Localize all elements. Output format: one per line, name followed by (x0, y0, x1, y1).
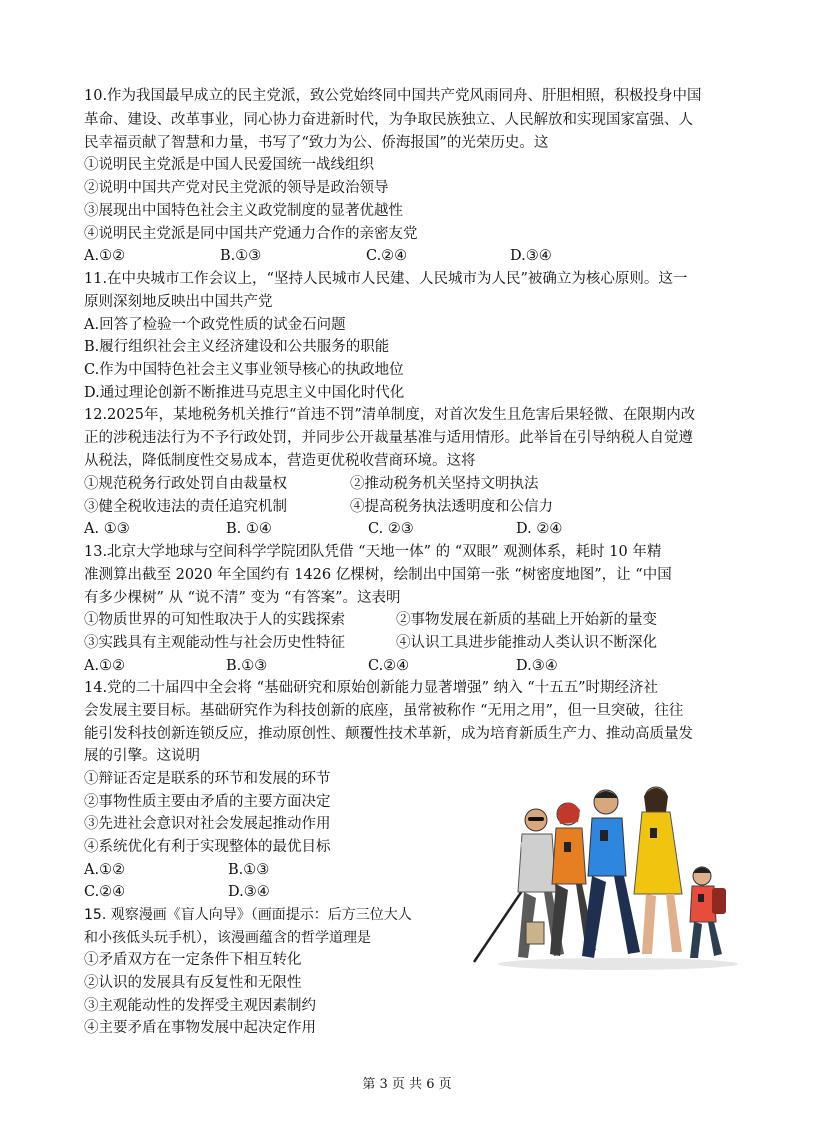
q15-item-3: ③主观能动性的发挥受主观因素制约 (84, 998, 316, 1014)
q15-item-2: ②认识的发展具有反复性和无限性 (84, 975, 302, 991)
q14-stem-line-4: 展的引擎。这说明 (84, 748, 200, 764)
man-blue-shirt-figure (582, 790, 640, 958)
q12-item-4: ④提高税务执法透明度和公信力 (350, 499, 553, 515)
q11-stem-line-1: 11.在中央城市工作会议上，“坚持人民城市人民建、人民城市为人民”被确立为核心原则。这一 (84, 271, 688, 287)
q12-item-1: ①规范税务行政处罚自由裁量权 (84, 476, 287, 492)
q12-stem-line-2: 正的涉税违法行为不予行政处罚，并同步公开裁量基准与适用情形。此举旨在引导纳税人自觉遵 (84, 430, 693, 446)
q13-stem-line-1: 13.北京大学地球与空间科学学院团队凭借 “天地一体” 的 “双眼” 观测体系，耗时 10 年精 (84, 544, 662, 560)
q12-option-b[interactable]: B. ①④ (226, 521, 272, 537)
q11-stem-line-2: 原则深刻地反映出中国共产党 (84, 294, 273, 310)
q10-stem-line-2: 革命、建设、改革事业，同心协力奋进新时代，为争取民族独立、人民解放和实现国家富强、人 (84, 112, 693, 128)
q15-item-4: ④主要矛盾在事物发展中起决定作用 (84, 1020, 316, 1036)
q14-item-4: ④系统优化有利于实现整体的最优目标 (84, 839, 331, 855)
q14-option-d[interactable]: D.③④ (228, 884, 270, 900)
q13-stem-line-2: 准测算出截至 2020 年全国约有 1426 亿棵树，绘制出中国第一张 “树密度地图”，让 “中国 (84, 567, 672, 583)
q14-item-2: ②事物性质主要由矛盾的主要方面决定 (84, 794, 331, 810)
q14-option-c[interactable]: C.②④ (84, 884, 126, 900)
q13-item-3: ③实践具有主观能动性与社会历史性特征 (84, 635, 345, 651)
q10-item-2: ②说明中国共产党对民主党派的领导是政治领导 (84, 180, 389, 196)
q10-stem-line-1: 10.作为我国最早成立的民主党派，致公党始终同中国共产党风雨同舟、肝胆相照，积极投身中国 (84, 88, 702, 104)
q13-option-d[interactable]: D.③④ (516, 658, 558, 674)
q10-option-c[interactable]: C.②④ (366, 248, 408, 264)
q11-option-d[interactable]: D.通过理论创新不断推进马克思主义中国化时代化 (84, 385, 405, 401)
q11-option-a[interactable]: A.回答了检验一个政党性质的试金石问题 (84, 317, 346, 333)
q10-item-3: ③展现出中国特色社会主义政党制度的显著优越性 (84, 203, 403, 219)
q13-item-1: ①物质世界的可知性取决于人的实践探索 (84, 612, 345, 628)
q12-option-c[interactable]: C. ②③ (368, 521, 414, 537)
q12-item-2: ②推动税务机关坚持文明执法 (350, 476, 539, 492)
q11-option-b[interactable]: B.履行组织社会主义经济建设和公共服务的职能 (84, 339, 390, 355)
q13-option-a[interactable]: A.①② (84, 658, 126, 674)
blind-guide-cartoon (468, 772, 740, 972)
woman-yellow-dress-figure (634, 787, 682, 954)
q12-stem-line-1: 12.2025年，某地税务机关推行“首违不罚”清单制度，对首次发生且危害后果轻微、在限期内改 (84, 407, 696, 423)
q14-stem-line-2: 会发展主要目标。基础研究作为科技创新的底座，虽常被称作 “无用之用”，但一旦突破，往往 (84, 703, 684, 719)
q10-option-a[interactable]: A.①② (84, 248, 126, 264)
q14-option-a[interactable]: A.①② (84, 862, 126, 878)
ground-shadow (498, 958, 738, 970)
q14-item-3: ③先进社会意识对社会发展起推动作用 (84, 816, 331, 832)
q11-option-c[interactable]: C.作为中国特色社会主义事业领导核心的执政地位 (84, 362, 404, 378)
q12-item-3: ③健全税收违法的责任追究机制 (84, 499, 287, 515)
q14-stem-line-3: 能引发科技创新连锁反应，推动原创性、颠覆性技术革新，成为培育新质生产力、推动高质量发 (84, 726, 693, 742)
q12-option-a[interactable]: A. ①③ (84, 521, 130, 537)
q10-option-b[interactable]: B.①③ (220, 248, 262, 264)
q13-stem-line-3: 有多少棵树” 从 “说不清” 变为 “有答案”。这表明 (84, 590, 401, 606)
q14-item-1: ①辩证否定是联系的环节和发展的环节 (84, 771, 331, 787)
child-figure (690, 867, 726, 958)
page-footer: 第 3 页 共 6 页 (362, 1077, 452, 1092)
q13-option-c[interactable]: C.②④ (368, 658, 410, 674)
q13-item-4: ④认识工具进步能推动人类认识不断深化 (396, 635, 657, 651)
q10-item-1: ①说明民主党派是中国人民爱国统一战线组织 (84, 157, 374, 173)
q10-stem-line-3: 民幸福贡献了智慧和力量，书写了“致力为公、侨海报国”的光荣历史。这 (84, 135, 549, 151)
q13-option-b[interactable]: B.①③ (226, 658, 268, 674)
q12-stem-line-3: 从税法，降低制度性交易成本，营造更优税收营商环境。这将 (84, 453, 476, 469)
q15-item-1: ①矛盾双方在一定条件下相互转化 (84, 952, 302, 968)
q14-stem-line-1: 14.党的二十届四中全会将 “基础研究和原始创新能力显著增强” 纳入 “十五五”时期经济社 (84, 680, 659, 696)
q15-stem-line-2: 和小孩低头玩手机），该漫画蕴含的哲学道理是 (84, 930, 371, 946)
q10-option-d[interactable]: D.③④ (510, 248, 552, 264)
q13-item-2: ②事物发展在新质的基础上开始新的量变 (396, 612, 657, 628)
q12-option-d[interactable]: D. ②④ (516, 521, 563, 537)
q15-stem-line-1: 15. 观察漫画《盲人向导》（画面提示：后方三位大人 (84, 907, 412, 923)
q14-option-b[interactable]: B.①③ (228, 862, 270, 878)
q10-item-4: ④说明民主党派是同中国共产党通力合作的亲密友党 (84, 226, 418, 242)
